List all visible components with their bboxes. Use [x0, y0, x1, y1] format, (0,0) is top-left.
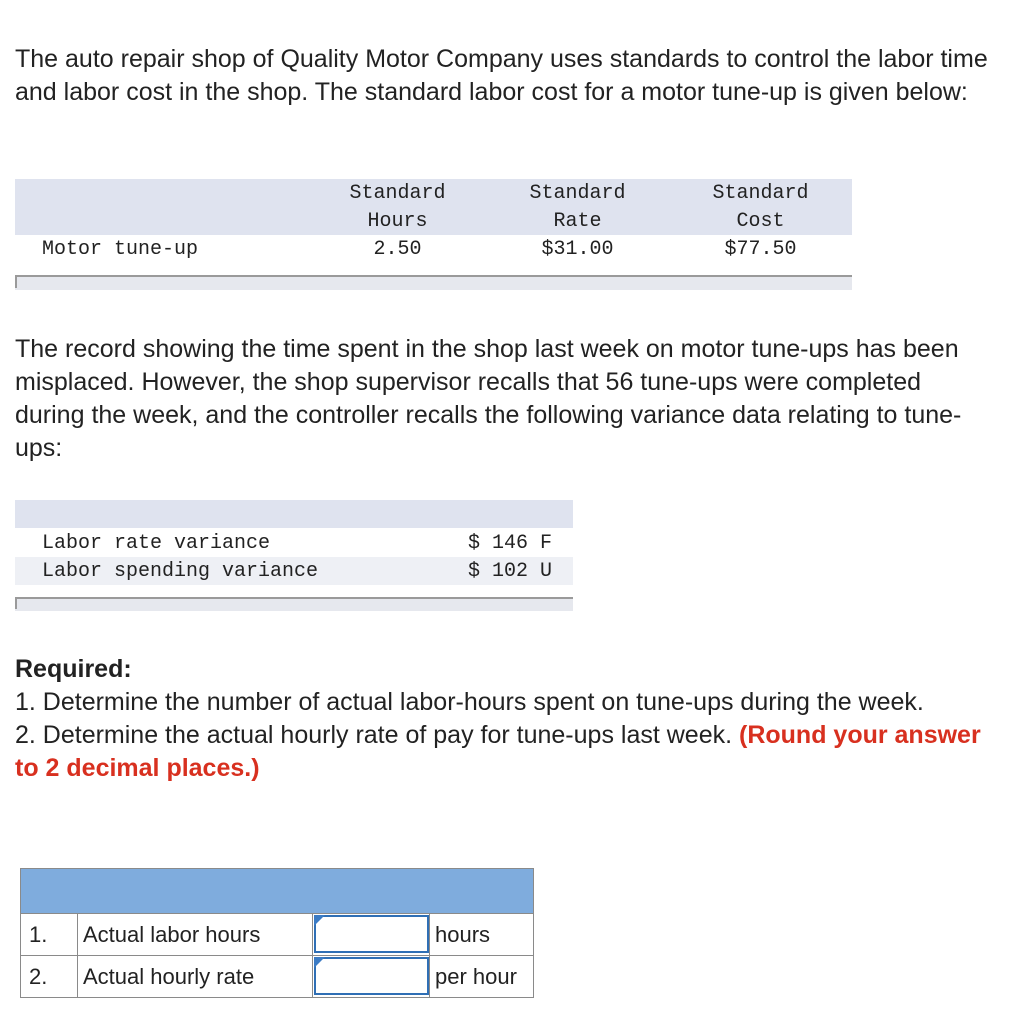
unit-label: hours	[429, 914, 533, 955]
row-number: 2.	[21, 956, 78, 997]
table-divider	[15, 275, 852, 290]
record-text: The record showing the time spent in the shop last week on motor tune-ups has been misplaced. However, the shop supervisor recalls that 56 tune-ups were completed during the week, and the controller recalls the following variance data relating to tune-ups:	[15, 335, 962, 462]
intro-text: The auto repair shop of Quality Motor Company uses standards to control the labor time and labor cost in the shop. The standard labor cost for a motor tune-up is given below:	[15, 45, 988, 106]
variance-label: Labor spending variance	[42, 560, 319, 583]
rounding-note: (Round your answer to 2 decimal places.)	[15, 721, 981, 782]
row-label-motor-tune-up: Motor tune-up	[42, 238, 199, 261]
answer-cell	[314, 914, 429, 955]
variance-value: $ 102 U	[467, 560, 552, 583]
cell-marker-icon	[314, 915, 325, 926]
actual-labor-hours-input[interactable]	[314, 915, 429, 953]
answer-table	[20, 868, 534, 1000]
header-standard-cost: Standard Cost	[712, 182, 809, 233]
header-standard-hours: Standard Hours	[349, 182, 446, 233]
required-heading: Required:	[15, 655, 132, 683]
required-section	[15, 653, 995, 785]
variance-row	[42, 558, 552, 586]
header-standard-rate: Standard Rate	[529, 182, 626, 233]
variance-label: Labor rate variance	[42, 532, 271, 555]
value-cost: $77.50	[724, 238, 797, 261]
unit-label: per hour	[429, 956, 533, 997]
row-label: Actual labor hours	[78, 914, 313, 955]
variance-table-header	[15, 500, 573, 528]
variance-row	[42, 530, 552, 558]
cell-marker-icon	[314, 957, 325, 968]
answer-table-header	[20, 868, 534, 914]
value-hours: 2.50	[373, 238, 422, 261]
answer-row-actual-hours	[20, 914, 534, 956]
question-2-text: 2. Determine the actual hourly rate of pay for tune-ups last week.	[15, 721, 733, 749]
row-label: Actual hourly rate	[78, 956, 313, 997]
row-number: 1.	[21, 914, 78, 955]
question-2	[15, 719, 995, 785]
question-1: 1. Determine the number of actual labor-hours spent on tune-ups during the week.	[15, 688, 924, 716]
variance-value: $ 146 F	[467, 532, 552, 555]
value-rate: $31.00	[541, 238, 614, 261]
actual-hourly-rate-input[interactable]	[314, 957, 429, 995]
answer-cell	[314, 956, 429, 997]
table-divider	[15, 597, 573, 611]
answer-row-actual-rate	[20, 956, 534, 998]
